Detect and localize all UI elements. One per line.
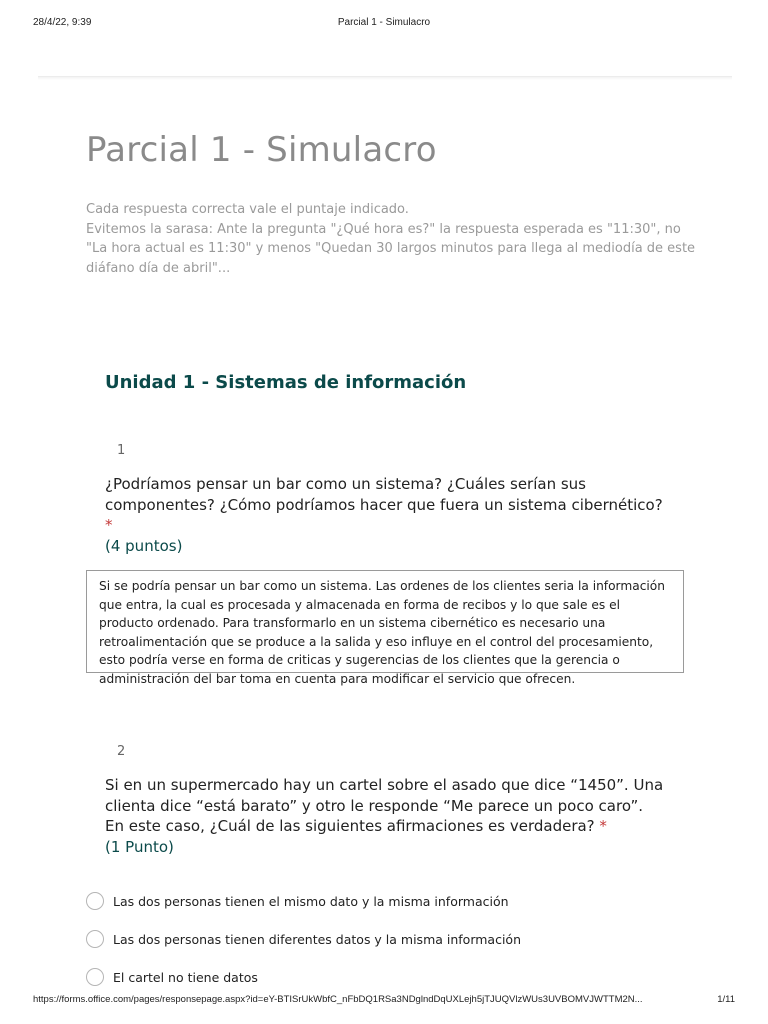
question-1-text-block (105, 474, 665, 556)
section-title: Unidad 1 - Sistemas de información (105, 372, 467, 393)
required-mark: * (105, 516, 113, 534)
radio-circle-icon[interactable] (86, 968, 104, 986)
option-label: Las dos personas tienen el mismo dato y la misma información (113, 893, 509, 909)
option-label: El cartel no tiene datos (113, 969, 258, 985)
print-page-title: Parcial 1 - Simulacro (337, 17, 431, 28)
question-2-text-block (105, 775, 665, 857)
form-description-line-1: Cada respuesta correcta vale el puntaje indicado. (86, 202, 409, 217)
question-text: Si en un supermercado hay un cartel sobre el asado que dice “1450”. Una clienta dice “está barato” y otro le responde “Me parece un poco caro”. En este caso, ¿Cuál de las siguientes afirmaciones es verdadera? (105, 776, 664, 835)
print-date: 28/4/22, 9:39 (33, 17, 92, 28)
answer-textarea[interactable] (86, 570, 684, 686)
option-radio-1[interactable] (86, 891, 686, 911)
print-url: https://forms.office.com/pages/responsepage.aspx?id=eY-BTISrUkWbfC_nFbDQ1RSa3NDglndDqUXLejh5jTJUQVlzWUs3UVBOMVJWTTM2N... (33, 994, 643, 1005)
required-mark: * (599, 817, 607, 835)
form-description (86, 200, 696, 278)
option-radio-3[interactable] (86, 967, 686, 987)
print-header (0, 0, 768, 40)
question-text: ¿Podríamos pensar un bar como un sistema? ¿Cuáles serían sus componentes? ¿Cómo podríamos hacer que fuera un sistema cibernético? (105, 475, 663, 514)
question-points: (4 puntos) (105, 536, 183, 555)
print-footer (0, 990, 768, 1010)
question-points: (1 Punto) (105, 837, 174, 856)
form-description-line-2: Evitemos la sarasa: Ante la pregunta "¿Qué hora es?" la respuesta esperada es "11:30", no "La hora actual es 11:30" y menos "Quedan 30 largos minutos para llega al mediodía de este diáfano día de abril"... (86, 221, 696, 276)
option-radio-2[interactable] (86, 929, 686, 949)
question-number: 2 (117, 744, 126, 759)
print-page-number: 1/11 (717, 994, 735, 1005)
form-title: Parcial 1 - Simulacro (86, 130, 437, 170)
question-number: 1 (117, 443, 126, 458)
option-label: Las dos personas tienen diferentes datos y la misma información (113, 931, 521, 947)
answer-text: Si se podría pensar un bar como un sistema. Las ordenes de los clientes seria la información que entra, la cual es procesada y almacenada en forma de recibos y lo que sale es el producto ordenado. Para transformarlo en un sistema cibernético es necesario una retroalimentación que se produce a la salida y eso influye en el control del procesamiento, esto podría verse en forma de criticas y sugerencias de los clientes que la gerencia o administración del bar toma en cuenta para modificar el servicio que ofrecen. (99, 579, 665, 686)
form-top-divider (38, 76, 732, 80)
radio-circle-icon[interactable] (86, 892, 104, 910)
radio-circle-icon[interactable] (86, 930, 104, 948)
